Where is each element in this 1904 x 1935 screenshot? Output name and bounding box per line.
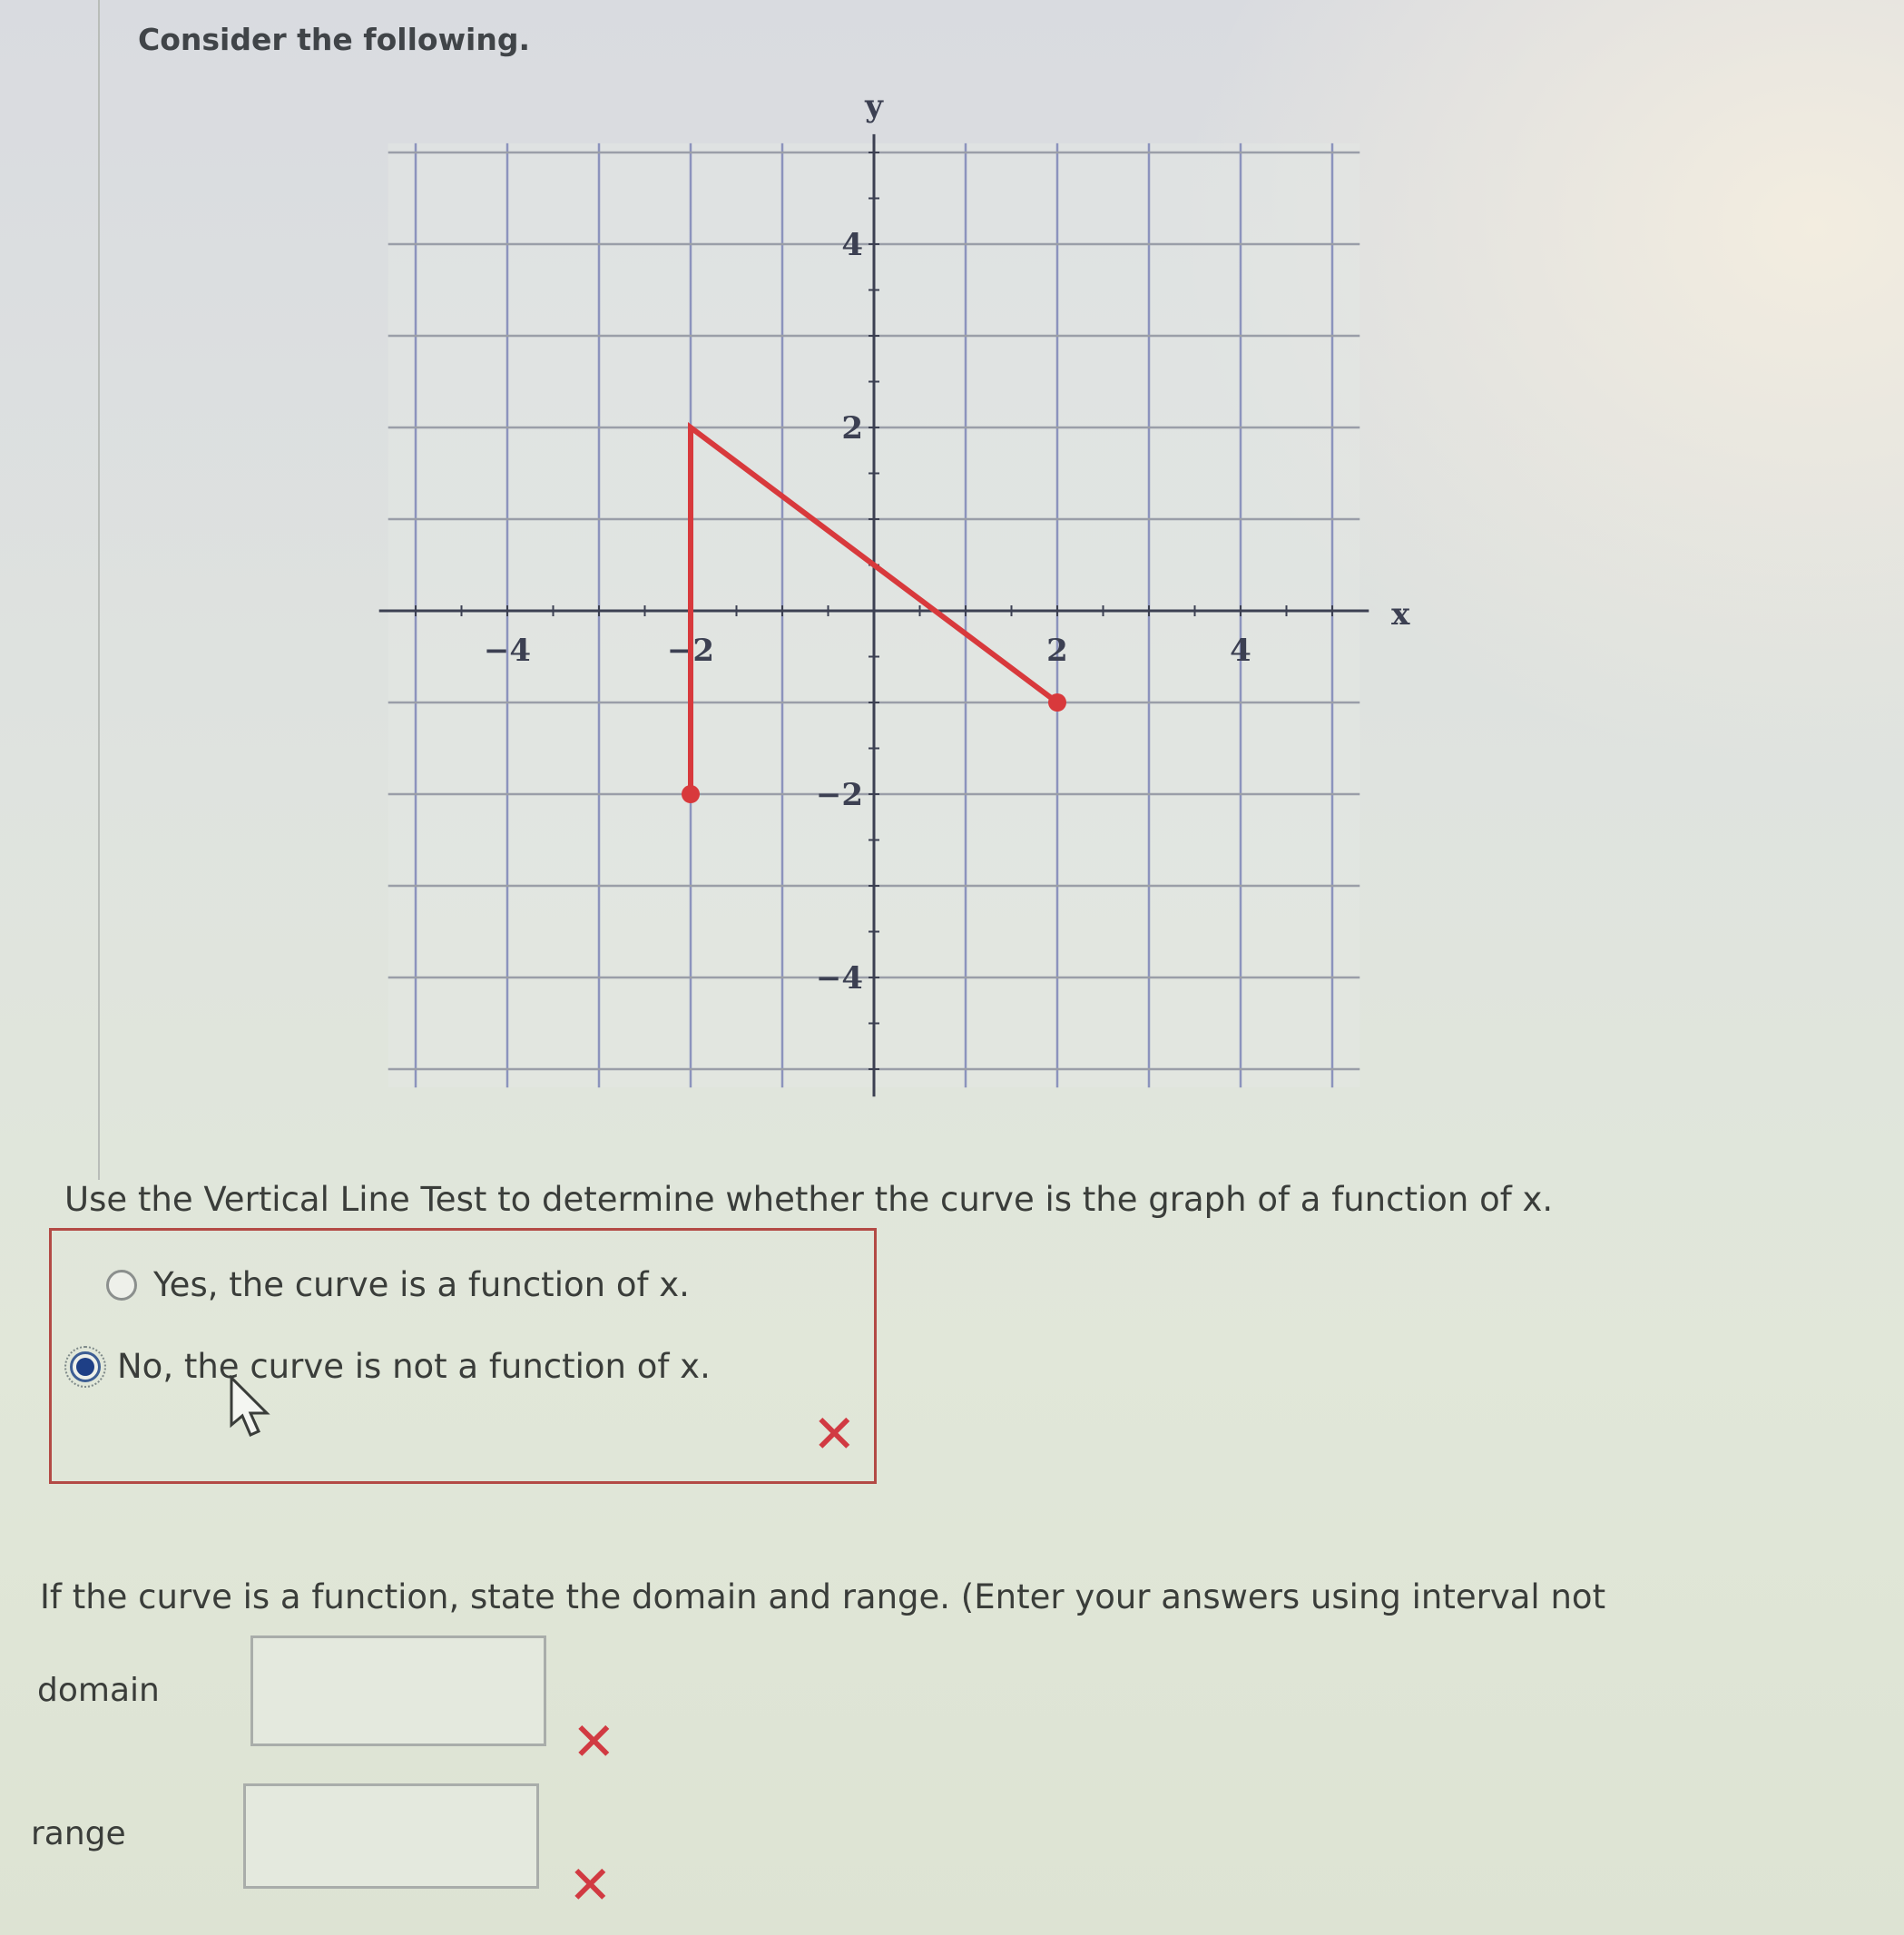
x-tick-label: 4 [1230, 633, 1251, 669]
range-label: range [31, 1815, 126, 1852]
y-axis-label: y [865, 87, 883, 124]
question-domain-range: If the curve is a function, state the domain and range. (Enter your answers using interval not [40, 1577, 1606, 1616]
x-axis-label: x [1391, 596, 1410, 633]
mouse-cursor-icon [229, 1375, 274, 1439]
option-no[interactable] [70, 1347, 711, 1386]
problem-prompt: Consider the following. [138, 22, 531, 57]
curve-endpoint [682, 785, 700, 803]
range-input[interactable] [243, 1783, 539, 1889]
x-tick-label: 2 [1046, 633, 1068, 669]
x-tick-label: −2 [666, 633, 715, 669]
radio-yes[interactable] [106, 1270, 137, 1301]
x-tick-label: −4 [483, 633, 532, 669]
domain-input[interactable] [250, 1635, 546, 1746]
question-vertical-line-test: Use the Vertical Line Test to determine whether the curve is the graph of a function of x. [64, 1180, 1554, 1219]
domain-label: domain [37, 1672, 160, 1709]
y-tick-label: −4 [815, 960, 863, 997]
radio-no-selected[interactable] [70, 1351, 101, 1382]
domain-incorrect-x-icon: ✕ [572, 1711, 616, 1773]
incorrect-x-icon: ✕ [812, 1403, 857, 1465]
y-tick-label: 4 [841, 227, 863, 263]
curve-endpoint [1048, 693, 1066, 712]
y-tick-label: −2 [815, 777, 863, 813]
option-yes[interactable] [106, 1265, 690, 1304]
answer-box [49, 1228, 877, 1484]
range-incorrect-x-icon: ✕ [568, 1854, 613, 1916]
y-tick-label: 2 [841, 410, 863, 447]
option-no-label: No, the curve is not a function of x. [117, 1347, 711, 1386]
option-yes-label: Yes, the curve is a function of x. [153, 1265, 690, 1304]
